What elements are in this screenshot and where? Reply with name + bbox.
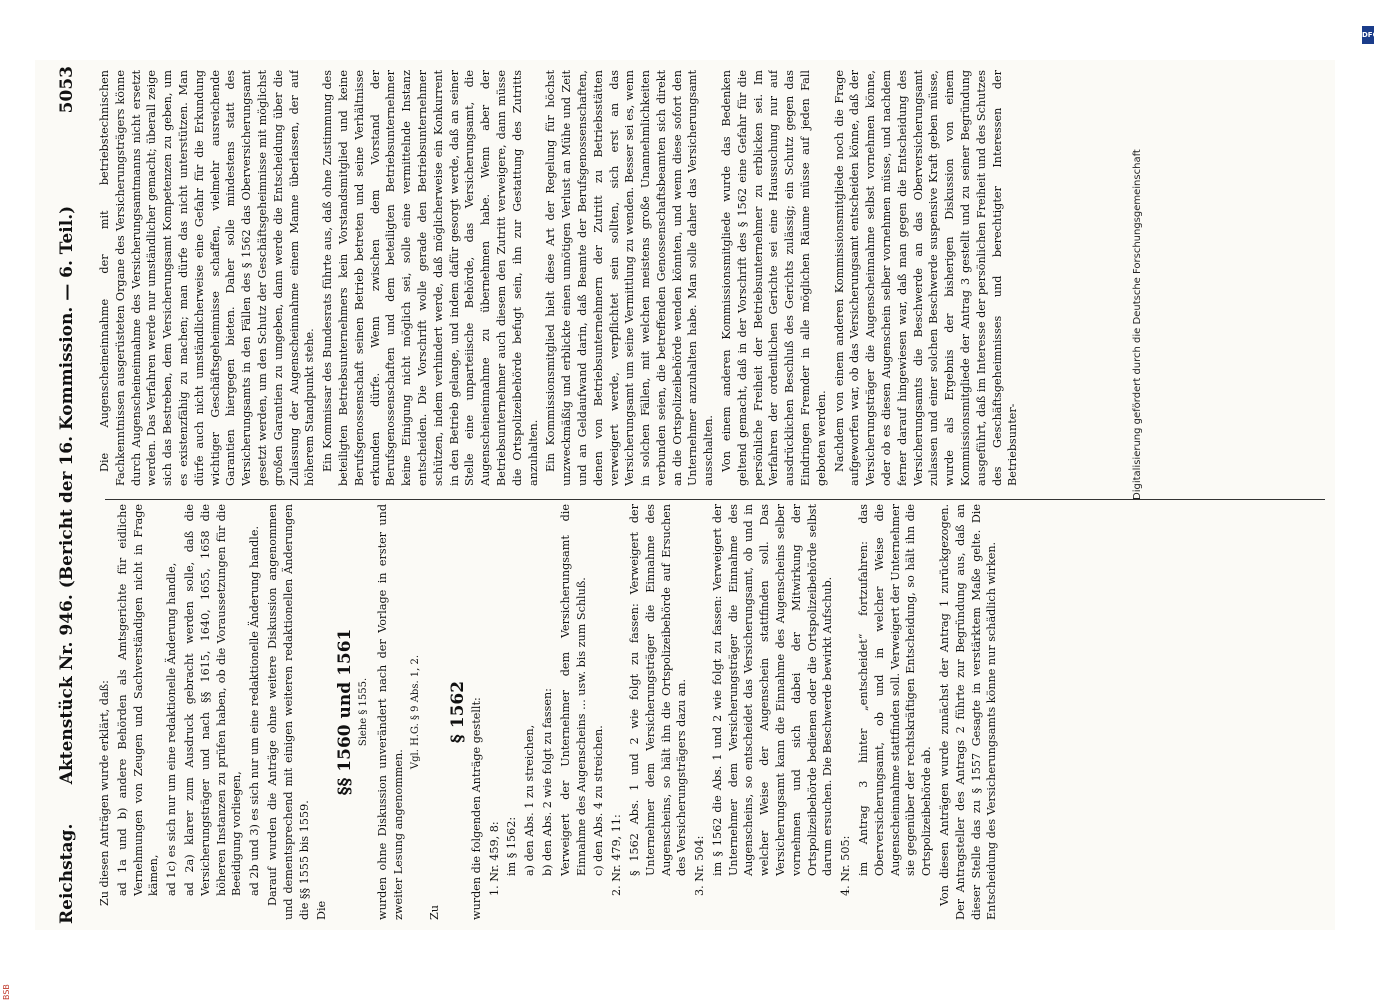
- cross-reference: Siehe § 1555.: [357, 677, 369, 747]
- left-text-column: [97, 504, 1335, 920]
- page-number: 5053: [57, 66, 77, 114]
- library-stamp: BSB: [2, 984, 11, 1000]
- paragraph: Zu diesen Anträgen wurde erklärt, daß:: [98, 680, 111, 906]
- paragraph: im § 1562:: [505, 816, 519, 876]
- funding-note: Digitalisierung gefördert durch die Deutsche Forschungsgemeinschaft: [1132, 149, 1143, 500]
- paragraph: Von diesen Anträgen wurde zunächst der Antrag 1 zurückgezogen. Der Antragsteller des Antrags 2 führte zur Begründung aus, daß an dieser Stelle das zu § 1557 Gesagte in verstärktem Maße gelte. Die Entscheidung des Versicherungsamts könne nur schädlich wirken.: [938, 504, 999, 920]
- paragraph: a) den Abs. 1 zu streichen,: [523, 724, 537, 876]
- page-header: [35, 60, 95, 930]
- paragraph: Ein Kommissar des Bundesrats führte aus, daß ohne Zustimmung des beteiligten Betriebsunternehmers kein Vorstandsmitglied und keine Berufsgenossenschaft seinen Betrieb betreten und seine Verhältnisse erkunden dürfe. Wenn zwischen dem Vorstand der Berufsgenossenschaften und dem beteiligten Betriebsunternehmer keine Einigung nicht möglich sei, solle eine vermittelnde Instanz entscheiden. Die Vorschrift wolle gerade den Betriebsunternehmer schützen, indem verhindert werde, daß möglicherweise ein Konkurrent in den Betrieb gelange, und indem dafür gesorgt werde, daß an seiner Stelle eine unparteiische Behörde, das Versicherungsamt, die Augenscheineinnahme zu übernehmen habe. Wenn aber der Betriebsunternehmer auch diesem den Zutritt verweigere, dann müsse die Ortspolizeibehörde befugt sein, ihn zur Gestattung des Zutritts anzuhalten.: [321, 70, 540, 486]
- paragraph: 2. Nr. 479, 11:: [610, 814, 624, 896]
- paragraph: Nachdem von einem anderen Kommissionsmitgliede noch die Frage aufgeworfen war, ob das Versicherungsamt entscheiden könne, daß der Versicherungsträger die Augenscheinnahme selbst vornehmen könne, oder ob es diesen Augenschein selber vornehmen müsse, und nachdem ferner darauf hingewiesen war, daß man gegen die Entscheidung des Versicherungsamts die Beschwerde an das Oberversicherungsamt zulassen und einer solchen Beschwerde suspensive Kraft geben müsse, wurde als Ergebnis der bisherigen Diskussion von einem Kommissionsmitgliede der Antrag 3 gestellt und zu seiner Begründung ausgeführt, daß im Interesse der persönlichen Freiheit und des Schutzes des Geschäftsgeheimnisses und berechtigter Interessen der Betriebsunter-: [832, 70, 1020, 486]
- section-heading: §§ 1560 und 1561: [335, 628, 356, 796]
- dfg-logo: DFG: [1362, 26, 1374, 44]
- paragraph: ad 1a und b) andere Behörden als Amtsgerichte für eidliche Vernehmungen von Zeugen und Sachverständigen nicht in Frage kämen,: [115, 504, 161, 896]
- paragraph: im Antrag 3 hinter „entscheidet“ fortzufahren: das Oberversicherungsamt, ob und in welcher Weise die Augenscheinnahme stattfinden soll. Verweigert der Unternehmer sie gegenüber der rechtskräftigen Entscheidung, so hält ihn die Ortspolizeibehörde ab.: [857, 504, 934, 876]
- paragraph: Verweigert der Unternehmer dem Versicherungsamt die Einnahme des Augenscheins ... usw. bis zum Schluß.: [558, 504, 588, 876]
- cross-reference: Vgl. H.G. § 9 Abs. 1, 2.: [410, 654, 422, 770]
- right-text-column: [97, 70, 1335, 486]
- paragraph: 4. Nr. 505:: [839, 835, 853, 896]
- paragraph: wurden ohne Diskussion unverändert nach der Vorlage in erster und zweiter Lesung angenommen.: [375, 504, 405, 920]
- paragraph: c) den Abs. 4 zu streichen.: [592, 725, 606, 876]
- paragraph: Von einem anderen Kommissionsmitgliede wurde das Bedenken geltend gemacht, daß in der Vorschrift des § 1562 eine Gefahr für die persönliche Freiheit der Betriebsunternehmer zu erblicken sei. Im Verfahren der ordentlichen Gerichte sei eine Haussuchung nur auf ausdrücklichen Beschluß des Gerichts zulässig; ein Schutz gegen das Eindringen Fremder in alle möglichen Räume müsse auf jeden Fall geboten werden.: [720, 70, 828, 486]
- paragraph: ad 2b und 3) es sich nur um eine redaktionelle Änderung handle.: [248, 525, 262, 896]
- header-left-title: Reichstag.: [57, 823, 77, 924]
- paragraph: ad 1c) es sich nur um eine redaktionelle Änderung handle,: [165, 562, 179, 896]
- paragraph: § 1562 Abs. 1 und 2 wie folgt zu fassen: Verweigert der Unternehmer dem Versicherungsträger die Einnahme des Augenscheins, so hält ihn die Ortspolizeibehörde auf Ersuchen des Versicherungsträgers dazu an.: [627, 504, 689, 876]
- paragraph: Darauf wurden die Anträge ohne weitere Diskussion angenommen und dementsprechend mit einigen weiteren redaktionellen Änderungen die §§ 1555 bis 1559.: [265, 504, 311, 920]
- paragraph: Ein Kommissionsmitglied hielt diese Art der Regelung für höchst unzweckmäßig und erblickte einen unnötigen Verlust an Mühe und Zeit und an Geldaufwand darin, daß Beamte der Berufsgenossenschaften, denen von Betriebsunternehmern der Zutritt zu Betriebsstätten verweigert werde, verpflichtet sein sollten, sich erst an das Versicherungsamt um seine Vermittlung zu wenden. Besser sei es, wenn in solchen Fällen, mit welchen meistens große Unannehmlichkeiten verbunden seien, die betreffenden Genossenschaftsbeamten sich direkt an die Ortspolizeibehörde wenden könnten, und wenn diese sofort den Unternehmer anzuhalten habe. Man solle daher das Versicherungsamt ausschalten.: [544, 70, 716, 486]
- paragraph: Zu: [428, 905, 442, 920]
- section-heading: § 1562: [447, 680, 468, 744]
- library-stamp-container: [2, 960, 12, 1000]
- paragraph: b) den Abs. 2 wie folgt zu fassen:: [540, 688, 554, 876]
- paragraph: 3. Nr. 504:: [693, 835, 707, 896]
- paragraph: im § 1562 die Abs. 1 und 2 wie folgt zu fassen: Verweigert der Unternehmer dem Versicherungsträger die Einnahme des Augenscheins, so entscheidet das Versicherungsamt, ob und in welcher Weise der Augenschein stattfinden soll. Das Versicherungsamt kann die Einnahme des Augenscheins selber vornehmen und sich dabei der Mitwirkung der Ortspolizeibehörde bedienen oder die Ortspolizeibehörde selbst darum ersuchen. Die Beschwerde bewirkt Aufschub.: [710, 504, 835, 876]
- paragraph: 1. Nr. 459, 8:: [487, 821, 501, 896]
- header-center-title: Aktenstück Nr. 946. (Bericht der 16. Kommission. — 6. Teil.): [57, 205, 77, 785]
- paragraph: Die Augenscheineinnahme der mit betriebstechnischen Fachkenntnissen ausgerüsteten Organe des Versicherungsträgers könne durch Augenscheineinnahme des Versicherungsamtmanns nicht ersetzt werden. Das Verfahren werde nur umständlicher gemacht; überall zeige sich das Bestreben, dem Versicherungsamt Kompetenzen zu geben, um es existenzfähig zu machen; man dürfe das nicht unterstützen. Man dürfe auch nicht umständlicherweise eine Gefahr für die Erkundung wichtiger Geschäftsgeheimnisse schaffen, vielmehr ausreichende Garantien hiergegen bieten. Daher solle mindestens statt des Versicherungsamts in den Fällen des § 1562 das Oberversicherungsamt gesetzt werden, um den Schutz der Geschäftsgeheimnisse mit möglichst großen Garantien zu umgeben, dann werde die Entscheidung über die Zulassung der Augenscheinnahme einem Manne überlassen, der auf höherem Standpunkt stehe.: [98, 70, 317, 486]
- paragraph: Die: [315, 900, 329, 920]
- paragraph: wurden die folgenden Anträge gestellt:: [469, 697, 483, 920]
- paragraph: ad 2a) klarer zum Ausdruck gebracht werden solle, daß die Versicherungsträger und nach §§ 1615, 1640, 1655, 1658 die höheren Instanzen zu prüfen haben, ob die Voraussetzungen für die Beeidigung vorliegen,: [182, 504, 244, 896]
